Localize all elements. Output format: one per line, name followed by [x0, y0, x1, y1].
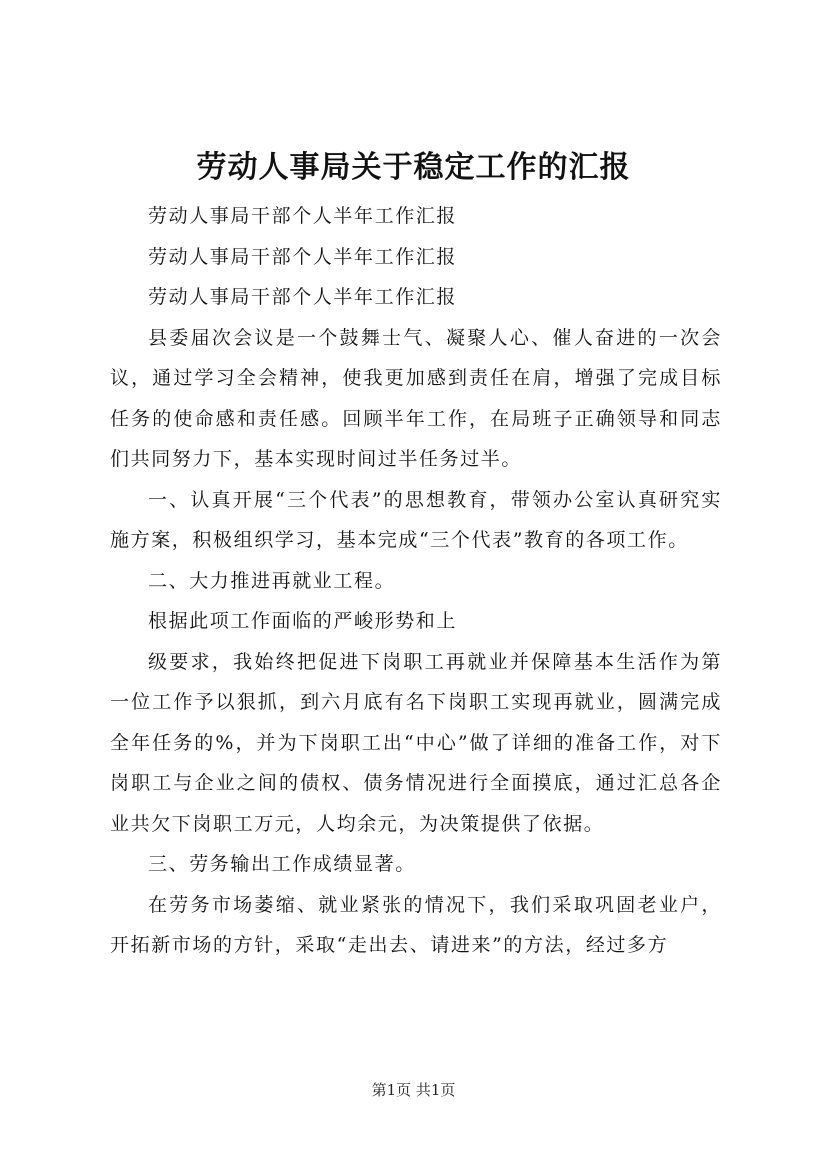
subtitle-line: 劳动人事局干部个人半年工作汇报: [148, 205, 458, 227]
paragraph-reemployment: 级要求，我始终把促进下岗职工再就业并保障基本生活作为第一位工作予以狠抓，到六月底有名下岗职工实现再就业，圆满完成全年任务的%，并为下岗职工出“中心”做了详细的准备工作，对下岗职工与企业之间的债权、债务情况进行全面摸底，通过汇总各企业共欠下岗职工万元，人均余元，为决策提供了依据。: [110, 650, 722, 835]
paragraph-intro: 县委届次会议是一个鼓舞士气、凝聚人心、催人奋进的一次会议，通过学习全会精神，使我更加感到责任在肩，增强了完成目标任务的使命感和责任感。回顾半年工作，在局班子正确领导和同志们共同努力下，基本实现时间过半任务过半。: [110, 326, 722, 470]
document-title: 劳动人事局关于稳定工作的汇报: [196, 150, 631, 185]
paragraph-section-1: 一、认真开展“三个代表”的思想教育，带领办公室认真研究实施方案，积极组织学习，基本完成“三个代表”教育的各项工作。: [110, 488, 722, 551]
section-heading-3: 三、劳务输出工作成绩显著。: [148, 853, 416, 875]
section-heading-2: 二、大力推进再就业工程。: [148, 569, 396, 592]
paragraph-fragment: 根据此项工作面临的严峻形势和上: [148, 610, 458, 632]
document-body: [110, 196, 722, 966]
page-footer: 第1页 共1页: [371, 1081, 456, 1099]
paragraph-labor-export: 在劳务市场萎缩、就业紧张的情况下，我们采取巩固老业户，开拓新市场的方针，采取“走出去、请进来”的方法，经过多方: [110, 893, 722, 956]
subtitle-line: 劳动人事局干部个人半年工作汇报: [148, 286, 458, 308]
subtitle-line: 劳动人事局干部个人半年工作汇报: [148, 245, 458, 268]
